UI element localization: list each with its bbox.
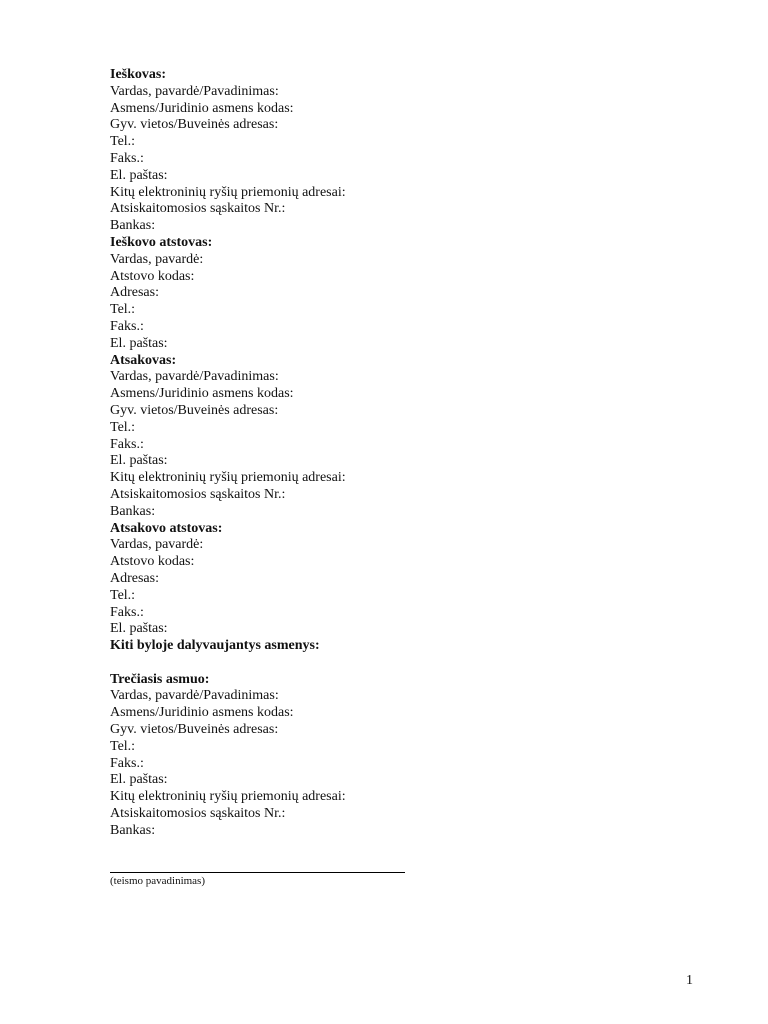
section-heading: Trečiasis asmuo: bbox=[110, 671, 210, 687]
party-section bbox=[110, 67, 670, 235]
field-label: Faks.: bbox=[110, 755, 144, 771]
field-label: El. paštas: bbox=[110, 772, 168, 788]
court-name-underline bbox=[110, 872, 405, 873]
field-label: Vardas, pavardė: bbox=[110, 251, 204, 267]
court-name-caption: (teismo pavadinimas) bbox=[110, 875, 206, 887]
section-heading: Atsakovas: bbox=[110, 352, 177, 368]
field-label: Kitų elektroninių ryšių priemonių adresai: bbox=[110, 789, 346, 805]
field-label: Tel.: bbox=[110, 302, 136, 318]
field-label: Kitų elektroninių ryšių priemonių adresai: bbox=[110, 184, 346, 200]
section-heading: Ieškovo atstovas: bbox=[110, 234, 213, 250]
field-label: Kitų elektroninių ryšių priemonių adresai: bbox=[110, 470, 346, 486]
party-section bbox=[110, 638, 670, 672]
page-number: 1 bbox=[686, 973, 693, 988]
field-label: Bankas: bbox=[110, 822, 156, 838]
party-section bbox=[110, 521, 670, 639]
field-label: Adresas: bbox=[110, 285, 159, 301]
blank-line bbox=[110, 655, 670, 672]
field-label: Tel.: bbox=[110, 587, 136, 603]
field-label: Vardas, pavardė/Pavadinimas: bbox=[110, 83, 279, 99]
field-label: Bankas: bbox=[110, 218, 156, 234]
field-label: Faks.: bbox=[110, 604, 144, 620]
field-label: Atstovo kodas: bbox=[110, 554, 195, 570]
field-label: Atstovo kodas: bbox=[110, 268, 195, 284]
field-label: Asmens/Juridinio asmens kodas: bbox=[110, 386, 294, 402]
field-label: El. paštas: bbox=[110, 621, 168, 637]
field-label: El. paštas: bbox=[110, 335, 168, 351]
field-label: Atsiskaitomosios sąskaitos Nr.: bbox=[110, 201, 286, 217]
field-label: Tel.: bbox=[110, 419, 136, 435]
field-label: Bankas: bbox=[110, 503, 156, 519]
section-heading: Atsakovo atstovas: bbox=[110, 520, 223, 536]
field-label: Tel.: bbox=[110, 134, 136, 150]
field-label: Vardas, pavardė/Pavadinimas: bbox=[110, 688, 279, 704]
field-label: Vardas, pavardė: bbox=[110, 537, 204, 553]
field-label: Vardas, pavardė/Pavadinimas: bbox=[110, 369, 279, 385]
party-section bbox=[110, 353, 670, 521]
field-label: Faks.: bbox=[110, 150, 144, 166]
field-label: Atsiskaitomosios sąskaitos Nr.: bbox=[110, 806, 286, 822]
section-heading: Ieškovas: bbox=[110, 67, 167, 82]
field-label: Faks.: bbox=[110, 436, 144, 452]
field-label: Gyv. vietos/Buveinės adresas: bbox=[110, 402, 279, 418]
section-heading: Kiti byloje dalyvaujantys asmenys: bbox=[110, 638, 320, 654]
document-body bbox=[110, 67, 670, 840]
field-label: Faks.: bbox=[110, 318, 144, 334]
field-label: Gyv. vietos/Buveinės adresas: bbox=[110, 722, 279, 738]
field-label: Gyv. vietos/Buveinės adresas: bbox=[110, 117, 279, 133]
field-label: Tel.: bbox=[110, 738, 136, 754]
field-label: El. paštas: bbox=[110, 453, 168, 469]
field-label: El. paštas: bbox=[110, 167, 168, 183]
field-label: Atsiskaitomosios sąskaitos Nr.: bbox=[110, 486, 286, 502]
party-section bbox=[110, 672, 670, 840]
field-label: Asmens/Juridinio asmens kodas: bbox=[110, 705, 294, 721]
field-label: Asmens/Juridinio asmens kodas: bbox=[110, 100, 294, 116]
field-label: Adresas: bbox=[110, 570, 159, 586]
party-section bbox=[110, 235, 670, 353]
